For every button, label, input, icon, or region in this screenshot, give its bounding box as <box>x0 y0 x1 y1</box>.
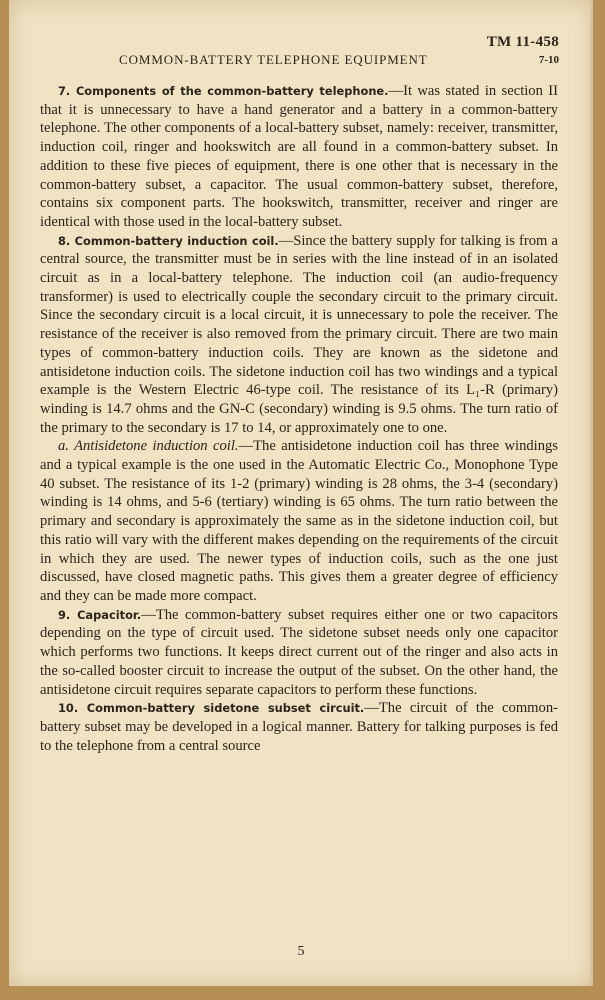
paragraph-8a <box>40 437 558 605</box>
paragraph-text: —The antisidetone induction coil has three windings and a typical example is the one used in the Automatic Electric Co., Monophone Type 40 subset. The resistance of its 1-2 (primary) winding is 28 ohms, the 3-4 (secondary) winding is 14 ohms, and 5-6 (tertiary) winding is 65 ohms. The turn ratio between the primary and secondary is approximately the same as in the sidetone induction coil, but this ratio will vary with the different makes depending on the requirements of the circuit in which they are used. The newer types of induction coils, such as the one just discussed, have closed magnetic paths. This gives them a greater degree of efficiency and they can be made more compact. <box>40 438 558 604</box>
paragraph-heading: 9. Capacitor. <box>58 607 142 622</box>
paragraph-7 <box>40 82 558 232</box>
running-title: COMMON-BATTERY TELEPHONE EQUIPMENT <box>119 52 428 67</box>
paragraph-text: —The circuit of the common-battery subset may be developed in a logical manner. Battery for talking purposes is fed to the telephone from a central source <box>40 700 558 754</box>
paragraph-text: —Since the battery supply for talking is from a central source, the transmitter must be in series with the line instead of in an isolated circuit as in a local-battery telephone. The induction coil (an audio-frequency transformer) is used to electrically couple the secondary circuit to the primary circuit. Since the secondary circuit is a local circuit, it is unnecessary to pole the receiver. The resistance of the receiver is also removed from the primary circuit. There are two main types of common-battery induction coils. They are known as the sidetone and antisidetone induction coils. The sidetone induction coil has two windings and a typical example is the Western Electric 46-type coil. The resistance of its L₁-R (primary) winding is 14.7 ohms and the GN-C (secondary) winding is 9.5 ohms. The turn ratio of the primary to the secondary is 17 to 14, or approximately one to one. <box>40 232 558 436</box>
page-number: 5 <box>297 944 305 959</box>
document-page <box>9 0 593 986</box>
paragraph-8 <box>40 232 558 438</box>
document-number: TM 11-458 <box>486 34 559 50</box>
section-reference: 7-10 <box>538 54 559 66</box>
body-text <box>40 82 558 755</box>
paragraph-10 <box>40 699 558 755</box>
page-edge <box>590 0 593 986</box>
paragraph-heading: 7. Components of the common-battery telephone. <box>58 84 389 98</box>
paragraph-text: —It was stated in section II that it is unnecessary to have a hand generator and a battery in a common-battery telephone. The other components of a local-battery subset, namely: receiver, transmitter, induction coil, ringer and hookswitch are all found in a common-battery subset. In addition to these five pieces of equipment, there is one other that is necessary in the common-battery subset, a capacitor. The usual common-battery subset, therefore, contains six component parts. The hookswitch, transmitter, receiver and ringer are identical with those used in the local-battery subset. <box>40 83 558 230</box>
paragraph-text: —The common-battery subset requires either one or two capacitors depending on the type of circuit used. The sidetone subset needs only one capacitor which performs two functions. It keeps direct current out of the ringer and also acts in the so-called booster circuit to increase the output of the subset. On the other hand, the antisidetone circuit requires separate capacitors to perform these functions. <box>40 606 558 698</box>
paragraph-subheading: a. Antisidetone induction coil. <box>58 438 239 455</box>
paragraph-heading: 10. Common-battery sidetone subset circuit. <box>58 701 365 716</box>
paragraph-9 <box>40 606 558 700</box>
paragraph-heading: 8. Common-battery induction coil. <box>58 233 279 248</box>
